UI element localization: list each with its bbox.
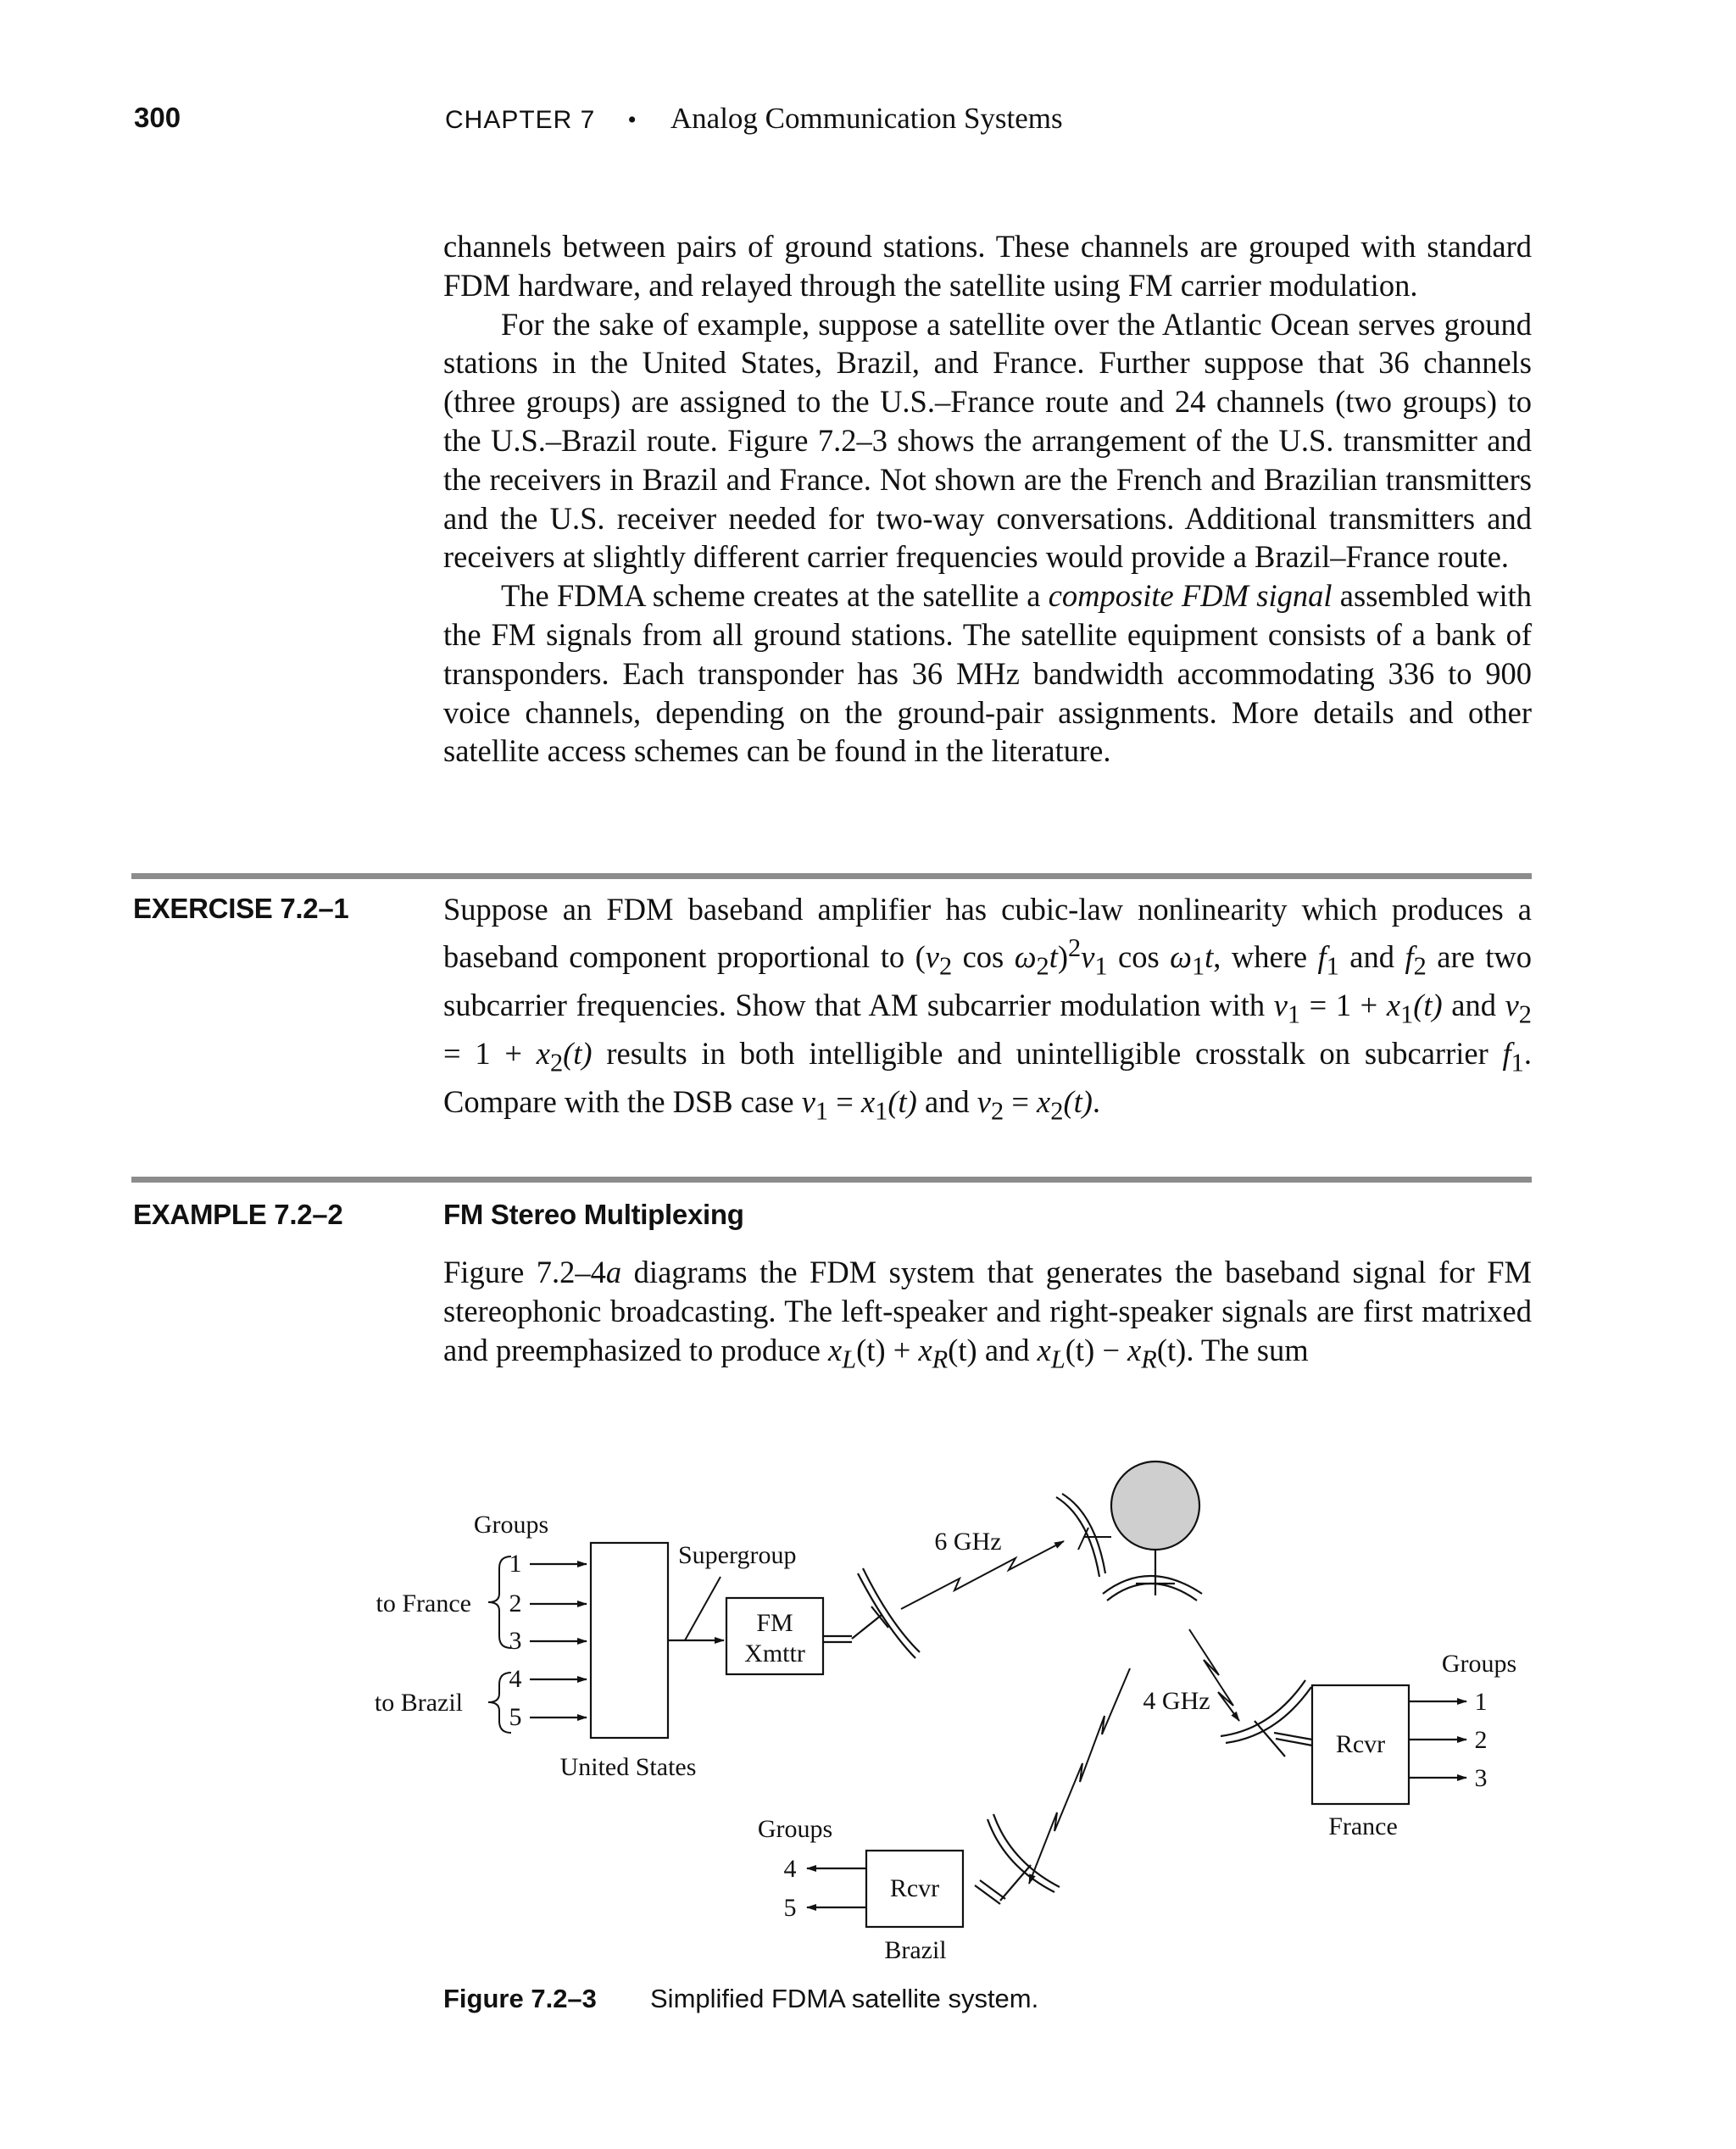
france-dish-antenna [1221,1680,1312,1757]
france-output-3: 3 [1474,1764,1488,1792]
brazil-label: Brazil [884,1936,947,1964]
fm-xmttr-line1: FM [756,1609,793,1637]
satellite [1056,1461,1202,1601]
chapter-label: CHAPTER 7 [445,106,596,134]
paragraph-1: channels between pairs of ground stations. These channels are grouped with standard FDM hardware, and relayed through the satellite using FM carrier modulation. [443,229,1532,303]
supergroup-leader [685,1577,721,1640]
france-output-arrows [1409,1701,1466,1778]
us-input-3: 3 [509,1627,522,1655]
brazil-output-arrows [807,1868,866,1907]
supergroup-label: Supergroup [678,1541,797,1569]
figure-caption-label: Figure 7.2–3 [443,1984,597,2013]
us-input-5: 5 [509,1703,522,1731]
downlink-brazil [1029,1668,1130,1884]
paragraph-2: For the sake of example, suppose a satellite over the Atlantic Ocean serves ground stations in the United States, Brazil, and France. Further suppose that 36 channels (three groups) are assigned to the U.S.–France route and 24 channels (two groups) to the U.S.–Brazil route. Figure 7.2–3 shows the arrangement of the U.S. transmitter and the receivers in Brazil and France. Not shown are the French and Brazilian transmitters and the U.S. receiver needed for two-way conversations. Additional transmitters and receivers at slightly different carrier frequencies would provide a Brazil–France route. [443,306,1532,575]
fm-xmttr-line2: Xmttr [744,1640,805,1667]
brazil-dish-antenna [975,1814,1060,1904]
paragraph-3: The FDMA scheme creates at the satellite a composite FDM signal assembled with the FM signals from all ground stations. The satellite equipment consists of a bank of transponders. Each transponder has 36 MHz bandwidth accommodating 336 to 900 voice channels, depending on the ground-pair assignments. More details and other satellite access schemes can be found in the literature. [443,578,1532,769]
us-groups-label: Groups [473,1511,549,1539]
brazil-output-4: 4 [783,1855,797,1883]
us-input-4: 4 [509,1665,522,1693]
example-label: EXAMPLE 7.2–2 [133,1199,343,1230]
exercise-label: EXERCISE 7.2–1 [133,893,349,924]
france-rcvr-label: Rcvr [1335,1730,1386,1758]
downlink-frequency: 4 GHz [1143,1687,1210,1715]
us-input-2: 2 [509,1589,522,1617]
exercise-paragraph: Suppose an FDM baseband amplifier has cubic-law nonlinearity which produces a baseband component proportional to ($v_2$ $\cos \omega_2t)^2v_1$ $\cos \omega_1t$, where $f_1$ and $f_2$ are two subcarrier frequencies. Show that AM subcarrier modulation with $v_1 = 1 + x_1(t)$ and $v_2 = 1 + x_2(t)$ results in both intelligible and unintelligible crosstalk on subcarrier $f_1$. Compare with the DSB case $v_1 = x_1(t)$ and $v_2 = x_2(t)$. [443,892,1532,1126]
us-input-1: 1 [509,1550,522,1578]
page-number: 300 [134,102,181,133]
france-output-2: 2 [1474,1726,1488,1754]
us-dish-antenna [823,1568,920,1658]
multiplexer-box [591,1543,668,1738]
united-states-label: United States [559,1753,697,1781]
example-title: FM Stereo Multiplexing [443,1199,744,1230]
france-label: France [1328,1812,1398,1840]
chapter-title: Analog Communication Systems [670,102,1063,135]
group-braces [488,1556,511,1733]
us-input-arrows [530,1564,587,1718]
header-bullet: • [627,106,637,134]
to-france-label: to France [376,1589,471,1617]
uplink-frequency: 6 GHz [934,1528,1002,1556]
example-paragraph: Figure 7.2–4a diagrams the FDM system that generates the baseband signal for FM stereophonic broadcasting. The left-speaker and right-speaker signals are first matrixed and preemphasized to produce $x_L(t) + x_R(t)$ and $x_L(t) - x_R(t)$. The sum [443,1255,1532,1373]
brazil-output-5: 5 [783,1894,797,1922]
france-output-1: 1 [1474,1688,1488,1716]
brazil-groups-label: Groups [757,1815,833,1843]
brazil-rcvr-label: Rcvr [889,1874,940,1902]
france-groups-label: Groups [1441,1650,1517,1678]
to-brazil-label: to Brazil [374,1689,463,1717]
figure-caption-text: Simplified FDMA satellite system. [650,1984,1039,2013]
emphasis-composite-fdm-signal: composite FDM signal [1048,578,1333,614]
